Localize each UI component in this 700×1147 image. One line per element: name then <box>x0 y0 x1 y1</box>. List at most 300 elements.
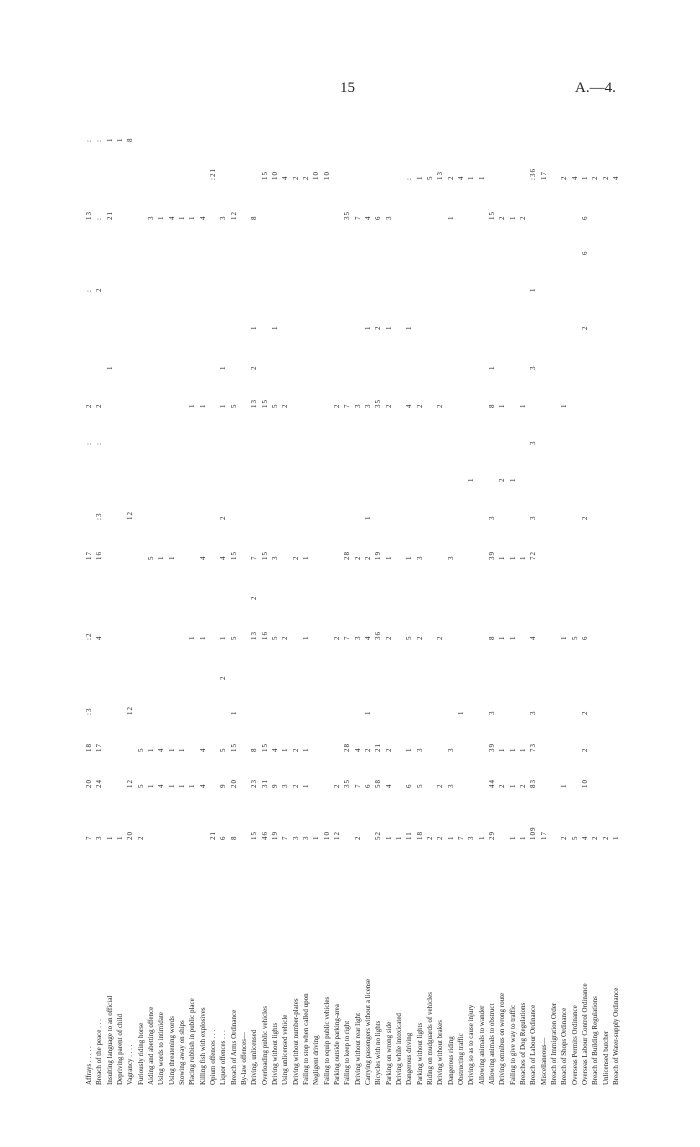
table-cell-value: : <box>405 177 414 180</box>
table-cell <box>106 190 115 220</box>
table-cell <box>581 225 590 255</box>
row-label <box>188 750 197 1085</box>
table-cell <box>199 190 208 220</box>
table-cell <box>509 722 518 752</box>
table-cell-value: 5 <box>405 635 414 640</box>
table-cell <box>498 610 507 640</box>
table-cell <box>519 530 528 560</box>
table-cell <box>488 810 497 840</box>
table-cell-value: 4 <box>612 175 620 180</box>
table-cell <box>457 810 466 840</box>
table-cell-value: 4 <box>570 175 579 180</box>
table-cell-value: 15 <box>260 743 269 752</box>
table-cell-value: 39 <box>488 551 496 560</box>
table-cell-value: 1 <box>457 710 465 715</box>
table-cell <box>333 810 342 840</box>
row-label <box>230 750 239 1085</box>
table-cell-value: 3 <box>529 365 538 370</box>
row-label <box>271 747 280 1085</box>
table-cell-value: 7 <box>281 835 290 840</box>
table-row <box>137 0 146 1147</box>
row-label-text: Breach of Immigration Order <box>550 1002 558 1085</box>
table-row <box>364 0 373 1147</box>
row-label <box>540 750 549 1085</box>
row-label-text: Failing to equip public vehicles <box>322 996 331 1085</box>
row-label-text: Unlicensed butcher <box>601 1030 610 1085</box>
table-cell-value: 1 <box>188 783 197 788</box>
table-cell-value: 36 <box>374 631 383 640</box>
table-cell <box>529 722 538 752</box>
table-cell <box>137 722 146 752</box>
table-cell-value: 1 <box>581 175 589 180</box>
table-cell-value: 1 <box>467 175 476 180</box>
table-cell-value: 1 <box>508 215 517 220</box>
table-cell <box>436 378 445 408</box>
table-cell-value: 3 <box>95 835 104 840</box>
table-cell <box>581 300 590 330</box>
table-cell <box>581 685 590 715</box>
table-cell-value: 2 <box>560 175 569 180</box>
table-cell <box>581 722 590 752</box>
table-cell <box>333 610 342 640</box>
table-cell <box>85 378 94 408</box>
row-label <box>95 750 104 1085</box>
table-cell <box>374 722 383 752</box>
table-cell-value: 2 <box>384 403 393 408</box>
table-cell-value: 15 <box>229 551 238 560</box>
table-cell-value: 2 <box>498 215 507 220</box>
table-row <box>281 0 290 1147</box>
row-label-text: Insulting language to an official <box>105 995 114 1085</box>
table-cell-value: 1 <box>116 137 124 142</box>
table-cell-value: 15 <box>250 831 259 840</box>
table-cell <box>85 610 94 640</box>
table-cell <box>261 530 270 560</box>
row-label-text: Using threatening words <box>167 1016 176 1085</box>
row-label-text: Failing to stop when called upon <box>302 993 310 1085</box>
table-cell-value: 5 <box>271 403 279 408</box>
table-row <box>250 0 259 1147</box>
table-cell <box>436 610 445 640</box>
table-cell <box>498 758 507 788</box>
table-cell-value: 10 <box>322 171 331 180</box>
table-cell <box>447 810 456 840</box>
table-cell-value: : <box>85 289 93 292</box>
table-cell <box>95 378 104 408</box>
table-cell <box>199 610 208 640</box>
table-cell <box>230 758 239 788</box>
table-cell-value: 4 <box>581 835 589 840</box>
table-cell <box>188 190 197 220</box>
table-row <box>519 0 528 1147</box>
row-label <box>550 750 559 1085</box>
table-cell <box>529 490 538 520</box>
row-label <box>302 747 311 1085</box>
table-cell <box>250 722 259 752</box>
row-label-text: Driving without brakes <box>436 1020 445 1085</box>
table-cell-value: 1 <box>477 835 486 840</box>
table-cell-value: 1 <box>188 403 197 408</box>
table-cell <box>405 722 414 752</box>
table-cell-value: 8 <box>488 635 496 640</box>
table-cell <box>230 530 239 560</box>
table-cell-value: : <box>95 139 104 142</box>
table-cell <box>529 758 538 788</box>
row-label-text: Placing rubbish in public place <box>188 998 197 1085</box>
table-cell-value: 1 <box>105 365 114 370</box>
table-cell <box>374 300 383 330</box>
table-cell-value: 1 <box>508 835 517 840</box>
table-cell-value: 3 <box>446 747 455 752</box>
row-label-text: Breach of Water-supply Ordinance <box>612 987 620 1085</box>
table-cell <box>178 722 187 752</box>
table-cell-value: 5 <box>147 555 155 560</box>
table-cell-value: 2 <box>333 635 341 640</box>
table-cell-value: 5 <box>136 747 145 752</box>
table-cell <box>147 758 156 788</box>
table-cell <box>436 150 445 180</box>
table-cell-value: 7 <box>343 635 352 640</box>
table-cell <box>529 415 538 445</box>
table-cell <box>581 758 590 788</box>
table-cell-value: 5 <box>415 783 424 788</box>
table-cell <box>281 810 290 840</box>
document-reference: A.—4. <box>575 80 616 96</box>
table-cell <box>519 758 528 788</box>
table-cell-value: 19 <box>271 831 279 840</box>
table-cell <box>219 378 228 408</box>
table-cell-value: 2 <box>581 747 589 752</box>
table-cell <box>581 810 590 840</box>
table-row <box>219 0 228 1147</box>
table-cell <box>147 190 156 220</box>
table-cell-value: 1 <box>498 635 507 640</box>
table-cell <box>385 190 394 220</box>
table-cell <box>529 685 538 715</box>
table-cell <box>85 810 94 840</box>
table-cell-value: 29 <box>488 831 496 840</box>
table-cell <box>416 722 425 752</box>
table-cell-value: 13 <box>250 399 259 408</box>
table-cell-value: 1 <box>198 403 207 408</box>
table-cell <box>271 378 280 408</box>
table-cell <box>302 530 311 560</box>
table-cell <box>230 610 239 640</box>
table-cell <box>230 190 239 220</box>
table-cell-value: 3 <box>384 215 393 220</box>
table-cell-value: 2 <box>281 403 290 408</box>
table-cell <box>219 610 228 640</box>
table-cell <box>416 810 425 840</box>
table-cell <box>271 610 280 640</box>
table-cell-value: 2 <box>384 747 393 752</box>
row-label-text: Overloading public vehicles <box>260 1006 269 1085</box>
table-cell-value: :36 <box>529 168 538 180</box>
row-label <box>426 750 435 1085</box>
table-cell <box>509 452 518 482</box>
row-label <box>498 747 507 1085</box>
table-cell-value: 1 <box>312 835 321 840</box>
table-cell-value: 4 <box>364 215 372 220</box>
table-cell <box>343 722 352 752</box>
table-cell-value: 1 <box>519 403 527 408</box>
table-cell <box>219 530 228 560</box>
table-cell-value: 72 <box>529 551 538 560</box>
table-cell-value: 21 <box>105 211 114 220</box>
table-cell-value: 1 <box>508 635 517 640</box>
table-row <box>240 0 249 1147</box>
table-row <box>168 0 177 1147</box>
row-label <box>157 747 166 1085</box>
row-label <box>519 747 528 1085</box>
table-cell <box>581 150 590 180</box>
table-cell-value: 83 <box>529 779 538 788</box>
row-label <box>395 750 404 1085</box>
table-cell-value: 5 <box>219 747 228 752</box>
table-cell <box>498 378 507 408</box>
table-cell <box>106 112 115 142</box>
table-cell-value: 31 <box>260 779 269 788</box>
table-cell <box>95 810 104 840</box>
table-cell <box>271 810 280 840</box>
table-cell-value: 1 <box>188 635 197 640</box>
table-cell-value: 1 <box>198 635 207 640</box>
table-row <box>312 0 321 1147</box>
table-cell <box>250 190 259 220</box>
table-cell-value: 6 <box>219 835 228 840</box>
table-cell-value: 1 <box>519 747 527 752</box>
table-cell <box>519 810 528 840</box>
table-cell <box>261 378 270 408</box>
table-cell-value: 3 <box>415 555 424 560</box>
table-cell-value: 12 <box>126 706 135 715</box>
table-row <box>230 0 239 1147</box>
table-cell-value: 7 <box>343 403 352 408</box>
table-cell <box>85 262 94 292</box>
table-cell <box>281 722 290 752</box>
table-cell-value: 24 <box>95 779 104 788</box>
table-row <box>395 0 404 1147</box>
table-cell-value: 12 <box>229 211 238 220</box>
table-cell-value: 2 <box>581 515 589 520</box>
table-cell <box>519 378 528 408</box>
table-cell <box>85 415 94 445</box>
table-cell <box>364 300 373 330</box>
table-cell-value: 35 <box>374 399 383 408</box>
table-cell <box>540 150 549 180</box>
row-label-text: Affrays . . . . . <box>85 1046 93 1085</box>
table-cell-value: 1 <box>498 555 507 560</box>
table-cell <box>95 190 104 220</box>
table-cell-value: 3 <box>529 440 538 445</box>
row-label <box>136 747 146 1085</box>
table-row <box>612 0 621 1147</box>
table-cell <box>488 190 497 220</box>
table-cell-value: 16 <box>260 631 269 640</box>
table-cell <box>323 810 332 840</box>
table-cell <box>219 490 228 520</box>
table-cell-value: 10 <box>322 831 331 840</box>
table-cell <box>488 530 497 560</box>
table-cell <box>168 530 177 560</box>
table-cell-value: 8 <box>488 403 496 408</box>
table-cell <box>126 490 135 520</box>
table-cell-value: 2 <box>281 635 290 640</box>
table-cell-value: 4 <box>364 635 372 640</box>
row-label-text: Killing fish with explosives <box>198 1007 207 1085</box>
table-cell-value: 2 <box>250 595 259 600</box>
table-cell <box>602 150 611 180</box>
table-cell <box>137 758 146 788</box>
row-label <box>415 747 425 1085</box>
table-cell <box>581 610 590 640</box>
row-label <box>167 747 177 1085</box>
row-label-text: Carrying passengers without a license <box>364 978 372 1085</box>
row-label <box>529 750 538 1085</box>
table-cell-value: 23 <box>250 779 259 788</box>
table-row <box>529 0 538 1147</box>
table-cell <box>581 490 590 520</box>
table-cell-value: 1 <box>105 835 114 840</box>
table-cell-value: 1 <box>188 215 197 220</box>
row-label <box>219 747 228 1085</box>
table-cell-value: 2 <box>601 835 610 840</box>
table-cell <box>230 685 239 715</box>
row-label-text: Using unlicensed vehicle <box>281 1014 290 1085</box>
table-cell <box>281 610 290 640</box>
table-cell-value: 7 <box>85 835 93 840</box>
table-cell-value: :21 <box>209 168 217 180</box>
table-cell-value: 4 <box>529 635 538 640</box>
table-cell-value: 2 <box>581 325 589 330</box>
row-label-text: Obstructing traffic <box>457 1033 465 1085</box>
table-cell <box>364 722 373 752</box>
table-cell <box>219 190 228 220</box>
table-cell-value: 3 <box>219 215 228 220</box>
table-cell <box>385 610 394 640</box>
table-cell-value: 1 <box>467 477 476 482</box>
table-cell-value: 1 <box>498 403 507 408</box>
table-cell-value: 17 <box>539 831 548 840</box>
table-cell-value: 2 <box>333 783 341 788</box>
row-label-text: Breach of Building Regulations <box>591 996 600 1085</box>
table-cell-value: 3 <box>415 747 424 752</box>
table-cell <box>292 530 301 560</box>
table-row <box>374 0 383 1147</box>
table-cell <box>271 150 280 180</box>
table-cell-value: 2 <box>364 747 372 752</box>
table-cell-value: 1 <box>488 365 496 370</box>
table-cell <box>250 810 259 840</box>
table-cell <box>323 150 332 180</box>
table-cell-value: 3 <box>353 403 362 408</box>
table-cell-value: 28 <box>343 743 352 752</box>
table-cell-value: 44 <box>488 779 496 788</box>
table-cell <box>250 610 259 640</box>
table-row <box>385 0 394 1147</box>
table-cell-value: 18 <box>415 831 424 840</box>
table-cell <box>385 300 394 330</box>
table-cell <box>560 810 569 840</box>
table-cell-value: 7 <box>250 555 259 560</box>
table-cell-value: 4 <box>198 747 207 752</box>
table-cell <box>405 530 414 560</box>
table-row <box>405 0 414 1147</box>
row-label <box>312 750 321 1085</box>
table-cell-value: 2 <box>291 783 300 788</box>
table-cell <box>509 190 518 220</box>
table-cell <box>529 262 538 292</box>
table-cell-value: 2 <box>560 835 569 840</box>
table-cell-value: 8 <box>229 835 238 840</box>
table-cell-value: 73 <box>529 743 538 752</box>
table-cell-value: 4 <box>271 747 279 752</box>
table-cell <box>571 610 580 640</box>
row-label-text: Depriving parent of child <box>116 1014 124 1085</box>
row-label-text: Driving without number-plates <box>291 998 300 1085</box>
table-cell-value: 1 <box>384 325 393 330</box>
table-row <box>292 0 301 1147</box>
table-cell-value: 2 <box>353 835 362 840</box>
table-cell <box>385 378 394 408</box>
table-cell-value: 1 <box>281 747 290 752</box>
row-label <box>147 747 156 1085</box>
table-cell-value: 6 <box>405 783 414 788</box>
table-cell-value: 1 <box>384 555 393 560</box>
table-row <box>116 0 125 1147</box>
table-row <box>354 0 363 1147</box>
table-row <box>85 0 94 1147</box>
table-cell <box>343 378 352 408</box>
row-label-text: Riding on mudguards of vehicles <box>426 992 434 1085</box>
table-cell <box>374 530 383 560</box>
row-label <box>457 750 466 1085</box>
table-cell-value: 1 <box>405 325 414 330</box>
table-cell <box>271 300 280 330</box>
row-label <box>116 750 125 1085</box>
table-cell-value: 2 <box>519 783 527 788</box>
table-cell-value: 9 <box>219 783 228 788</box>
table-cell <box>250 570 259 600</box>
table-cell <box>405 610 414 640</box>
table-cell-value: 4 <box>198 783 207 788</box>
table-cell-value: 1 <box>508 555 517 560</box>
table-cell-value: 2 <box>374 325 383 330</box>
table-cell <box>168 190 177 220</box>
table-cell <box>364 530 373 560</box>
table-cell-value: 5 <box>136 783 145 788</box>
row-label <box>405 747 414 1085</box>
table-cell <box>126 112 135 142</box>
row-label <box>602 750 611 1085</box>
table-cell-value: 15 <box>229 743 238 752</box>
table-cell-value: 3 <box>291 835 300 840</box>
row-label <box>571 750 580 1085</box>
table-cell <box>188 378 197 408</box>
table-cell <box>116 810 125 840</box>
table-cell <box>95 112 104 142</box>
table-cell-value: 2 <box>95 403 104 408</box>
table-cell <box>85 112 94 142</box>
row-label-text: Driving omnibus on wrong route <box>498 992 507 1085</box>
table-cell-value: 4 <box>157 747 166 752</box>
table-cell-value: 28 <box>343 551 352 560</box>
table-cell <box>447 190 456 220</box>
table-cell-value: 1 <box>167 783 176 788</box>
row-label-text: Using words to intimidate <box>157 1012 166 1085</box>
table-cell-value: 10 <box>312 171 321 180</box>
table-cell <box>385 530 394 560</box>
